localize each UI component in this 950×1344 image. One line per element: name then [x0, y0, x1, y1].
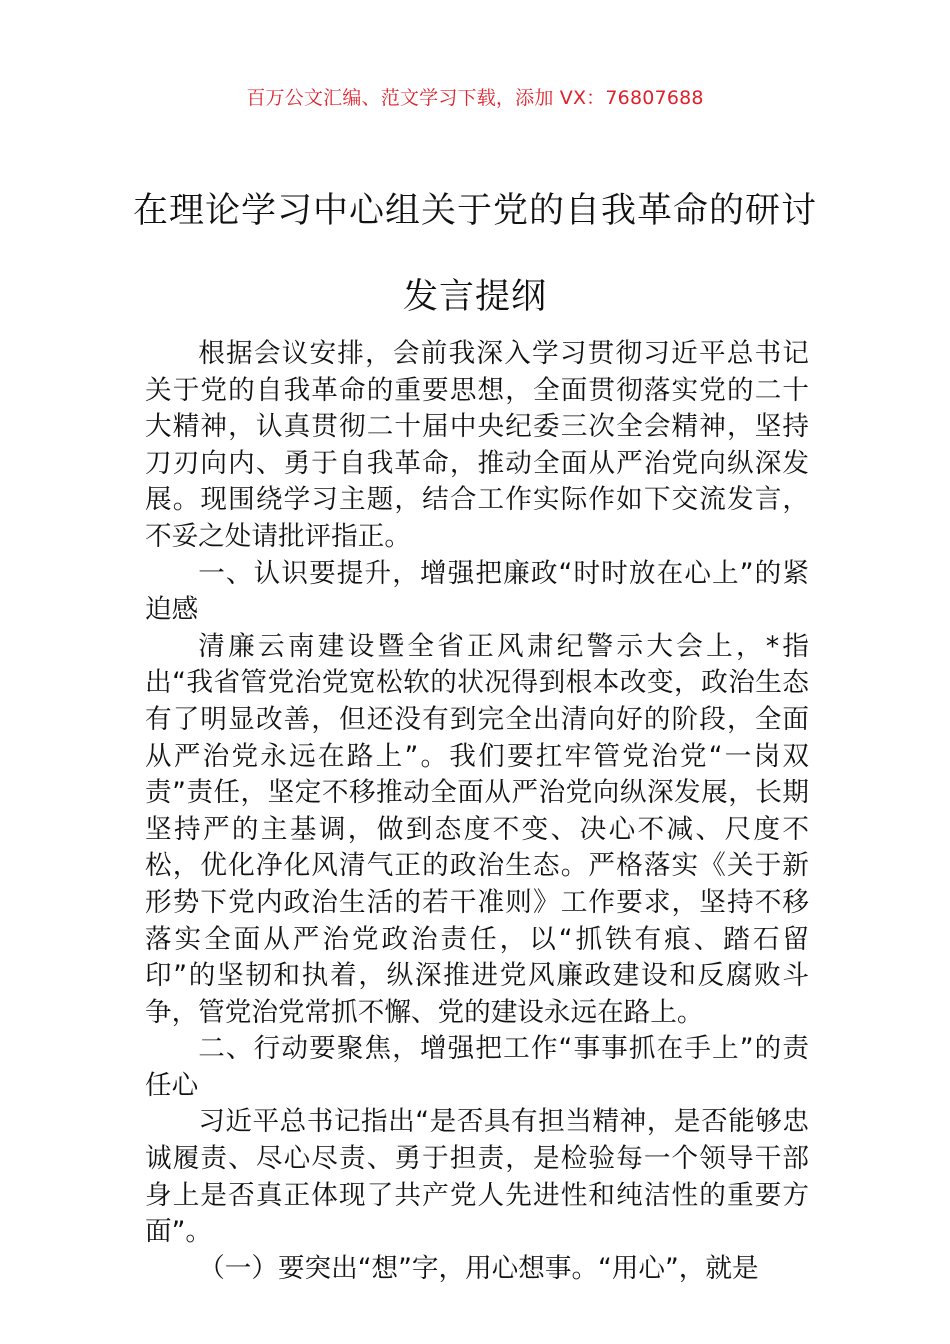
watermark-text: 百万公文汇编、范文学习下载，添加 VX：	[246, 87, 606, 109]
document-title: 在理论学习中心组关于党的自我革命的研讨发言提纲	[132, 191, 817, 317]
section-heading-1: 一、认识要提升，增强把廉政“时时放在心上”的紧迫感	[145, 557, 809, 626]
document-body	[145, 336, 809, 1287]
section-heading-2: 二、行动要聚焦，增强把工作“事事抓在手上”的责任心	[145, 1033, 809, 1101]
paragraph-section-1: 清廉云南建设暨全省正风肃纪警示大会上，*指出“我省管党治党宽松软的状况得到根本改变，政治生态有了明显改善，但还没有到完全出清向好的阶段，全面从严治党永远在路上”。我们要扛牢管党治党“一岗双责”责任，坚定不移推动全面从严治党向纵深发展，长期坚持严的主基调，做到态度不变、决心不减、尺度不松，优化净化风清气正的政治生态。严格落实《关于新形势下党内政治生活的若干准则》工作要求，坚持不移落实全面从严治党政治责任，以“抓铁有痕、踏石留印”的坚韧和执着，纵深推进党风廉政建设和反腐败斗争，管党治党常抓不懈、党的建设永远在路上。	[145, 630, 809, 1028]
watermark-header	[0, 84, 950, 112]
paragraph-section-2: 习近平总书记指出“是否具有担当精神，是否能够忠诚履责、尽心尽责、勇于担责，是检验每一个领导干部身上是否真正体现了共产党人先进性和纯洁性的重要方面”。	[145, 1106, 809, 1248]
paragraph-intro: 根据会议安排，会前我深入学习贯彻习近平总书记关于党的自我革命的重要思想，全面贯彻落实党的二十大精神，认真贯彻二十届中央纪委三次全会精神，坚持刀刃向内、勇于自我革命，推动全面从严治党向纵深发展。现围绕学习主题，结合工作实际作如下交流发言，不妥之处请批评指正。	[145, 338, 809, 552]
subsection-heading-1: （一）要突出“想”字，用心想事。“用心”，就是	[198, 1252, 759, 1284]
watermark-contact: 76807688	[605, 87, 704, 109]
